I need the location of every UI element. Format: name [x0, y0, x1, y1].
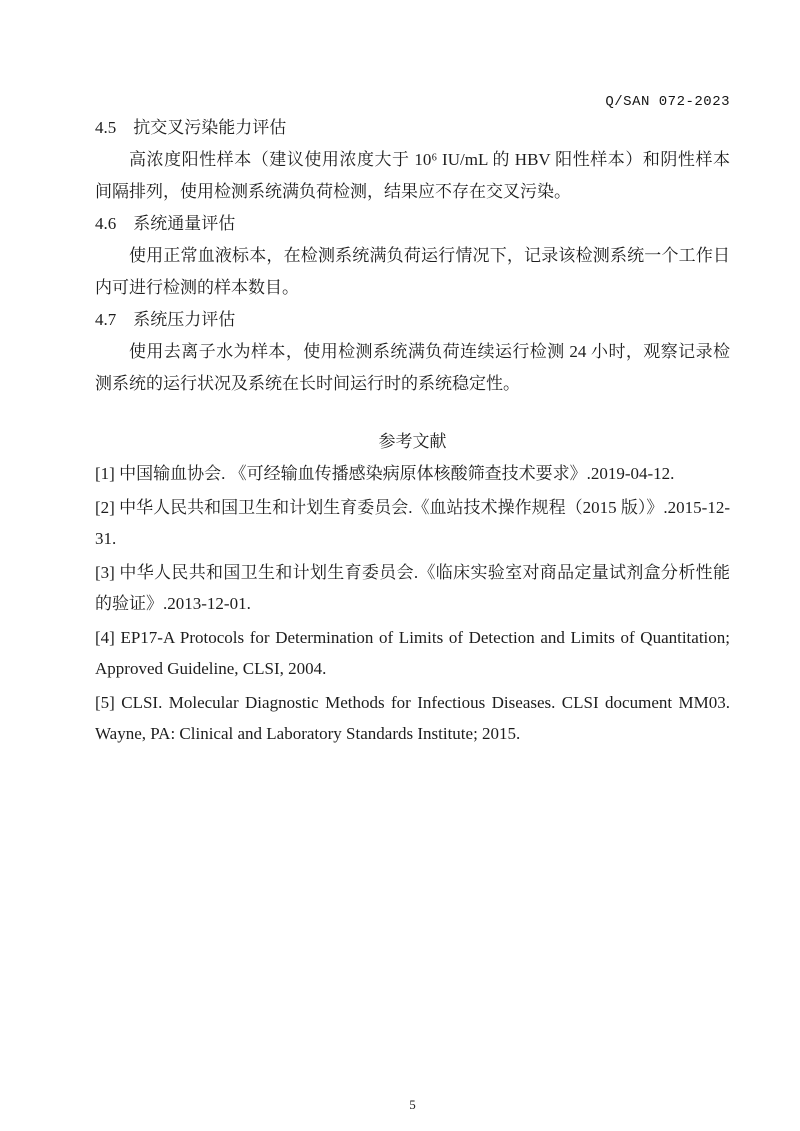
section-title: 抗交叉污染能力评估	[133, 118, 287, 137]
section-heading-4-5	[95, 112, 730, 144]
page-content	[95, 92, 730, 752]
section-number: 4.6	[95, 214, 117, 233]
section-number: 4.7	[95, 310, 117, 329]
section-paragraph-4-5: 高浓度阳性样本（建议使用浓度大于 10⁶ IU/mL 的 HBV 阳性样本）和阴性样本间隔排列，使用检测系统满负荷检测，结果应不存在交叉污染。	[95, 150, 730, 201]
reference-item: [2] 中华人民共和国卫生和计划生育委员会.《血站技术操作规程（2015 版）》.2015-12-31.	[95, 498, 730, 548]
reference-item: [4] EP17-A Protocols for Determination of Limits of Detection and Limits of Quantitation; Approved Guideline, CLSI, 2004.	[95, 628, 730, 678]
reference-item: [1] 中国输血协会. 《可经输血传播感染病原体核酸筛查技术要求》.2019-04-12.	[95, 464, 675, 483]
references-list	[95, 458, 730, 749]
section-heading-4-7	[95, 304, 730, 336]
section-heading-4-6	[95, 208, 730, 240]
reference-item: [5] CLSI. Molecular Diagnostic Methods for Infectious Diseases. CLSI document MM03. Wayne, PA: Clinical and Laboratory Standards Institute; 2015.	[95, 693, 730, 743]
section-number: 4.5	[95, 118, 117, 137]
reference-item: [3] 中华人民共和国卫生和计划生育委员会.《临床实验室对商品定量试剂盒分析性能的验证》.2013-12-01.	[95, 563, 730, 613]
section-paragraph-4-6: 使用正常血液标本，在检测系统满负荷运行情况下，记录该检测系统一个工作日内可进行检测的样本数目。	[95, 246, 730, 297]
section-title: 系统压力评估	[133, 310, 236, 329]
references-title: 参考文献	[378, 432, 447, 451]
section-title: 系统通量评估	[133, 214, 236, 233]
section-paragraph-4-7: 使用去离子水为样本，使用检测系统满负荷连续运行检测 24 小时，观察记录检测系统的运行状况及系统在长时间运行时的系统稳定性。	[95, 342, 730, 393]
page-number: 5	[409, 1097, 416, 1112]
standard-code-header: Q/SAN 072-2023	[605, 94, 730, 110]
